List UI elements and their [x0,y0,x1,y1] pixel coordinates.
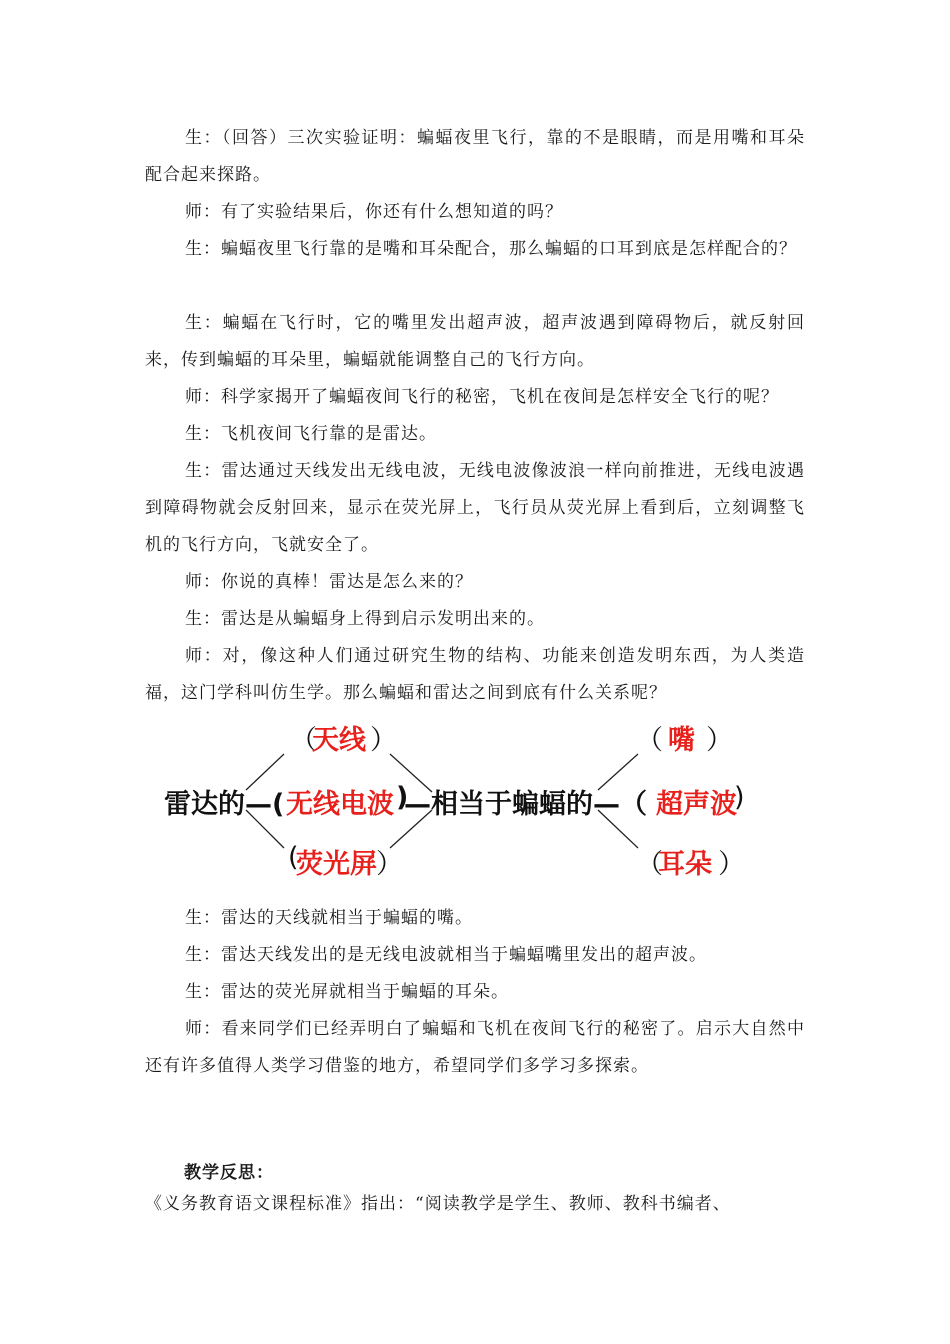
dialogue-paragraph: 生：雷达是从蝙蝠身上得到启示发明出来的。 [185,609,545,629]
radar-item-antenna: 天线 [312,725,366,756]
close-paren: ） [706,725,733,756]
close-paren: ） [376,849,403,880]
close-paren: ) [734,782,745,813]
close-paren: ) [396,782,409,813]
reflection-heading: 教学反思： [184,1163,274,1183]
dialogue-paragraph: 生：蝙蝠夜里飞行靠的是嘴和耳朵配合，那么蝙蝠的口耳到底是怎样配合的？ [185,239,797,259]
bat-item-ultrasound: 超声波 [656,789,737,820]
dialogue-paragraph: 师：看来同学们已经弄明白了蝙蝠和飞机在夜间飞行的秘密了。启示大自然中还有许多值得人类学习借鉴的地方，希望同学们多学习多探索。 [145,1019,805,1076]
radar-label: 雷达的—( [164,789,285,820]
bat-item-mouth: 嘴 [668,725,695,756]
dialogue-paragraph: 生：雷达天线发出的是无线电波就相当于蝙蝠嘴里发出的超声波。 [185,945,707,965]
open-paren: （ [636,725,663,756]
radar-item-screen: 荧光屏 [296,849,377,880]
open-paren: ( [288,842,299,873]
close-paren: ） [718,849,745,880]
dialogue-paragraph: 生：飞机夜间飞行靠的是雷达。 [185,424,437,444]
dialogue-paragraph: 师：科学家揭开了蝙蝠夜间飞行的秘密，飞机在夜间是怎样安全飞行的呢？ [185,387,779,407]
reflection-paragraph: 《义务教育语文课程标准》指出：“阅读教学是学生、教师、教科书编者、 [145,1194,731,1214]
open-paren: （ [636,849,663,880]
dialogue-paragraph: 生：（回答）三次实验证明：蝙蝠夜里飞行，靠的不是眼睛，而是用嘴和耳朵配合起来探路。 [145,128,805,185]
dialogue-paragraph: 师：对，像这种人们通过研究生物的结构、功能来创造发明东西，为人类造福，这门学科叫仿生学。那么蝙蝠和雷达之间到底有什么关系呢？ [145,646,805,703]
dialogue-paragraph: 生：雷达的荧光屏就相当于蝙蝠的耳朵。 [185,982,509,1002]
dialogue-paragraph: 生：雷达通过天线发出无线电波，无线电波像波浪一样向前推进，无线电波遇到障碍物就会反射回来，显示在荧光屏上，飞行员从荧光屏上看到后，立刻调整飞机的飞行方向，飞就安全了。 [145,461,805,555]
open-paren: （ [290,725,317,756]
dialogue-paragraph: 生：蝙蝠在飞行时，它的嘴里发出超声波，超声波遇到障碍物后，就反射回来，传到蝙蝠的耳朵里，蝙蝠就能调整自己的飞行方向。 [145,313,805,370]
dialogue-paragraph: 生：雷达的天线就相当于蝙蝠的嘴。 [185,908,473,928]
radar-item-radio-waves: 无线电波 [286,789,394,820]
radar-bat-comparison-diagram [150,712,790,892]
dialogue-paragraph: 师：你说的真棒！雷达是怎么来的？ [185,572,473,592]
dialogue-paragraph: 师：有了实验结果后，你还有什么想知道的吗？ [185,202,563,222]
middle-label: —相当于蝙蝠的—（ [404,789,647,820]
bat-item-ears: 耳朵 [658,849,712,880]
close-paren: ） [370,725,397,756]
